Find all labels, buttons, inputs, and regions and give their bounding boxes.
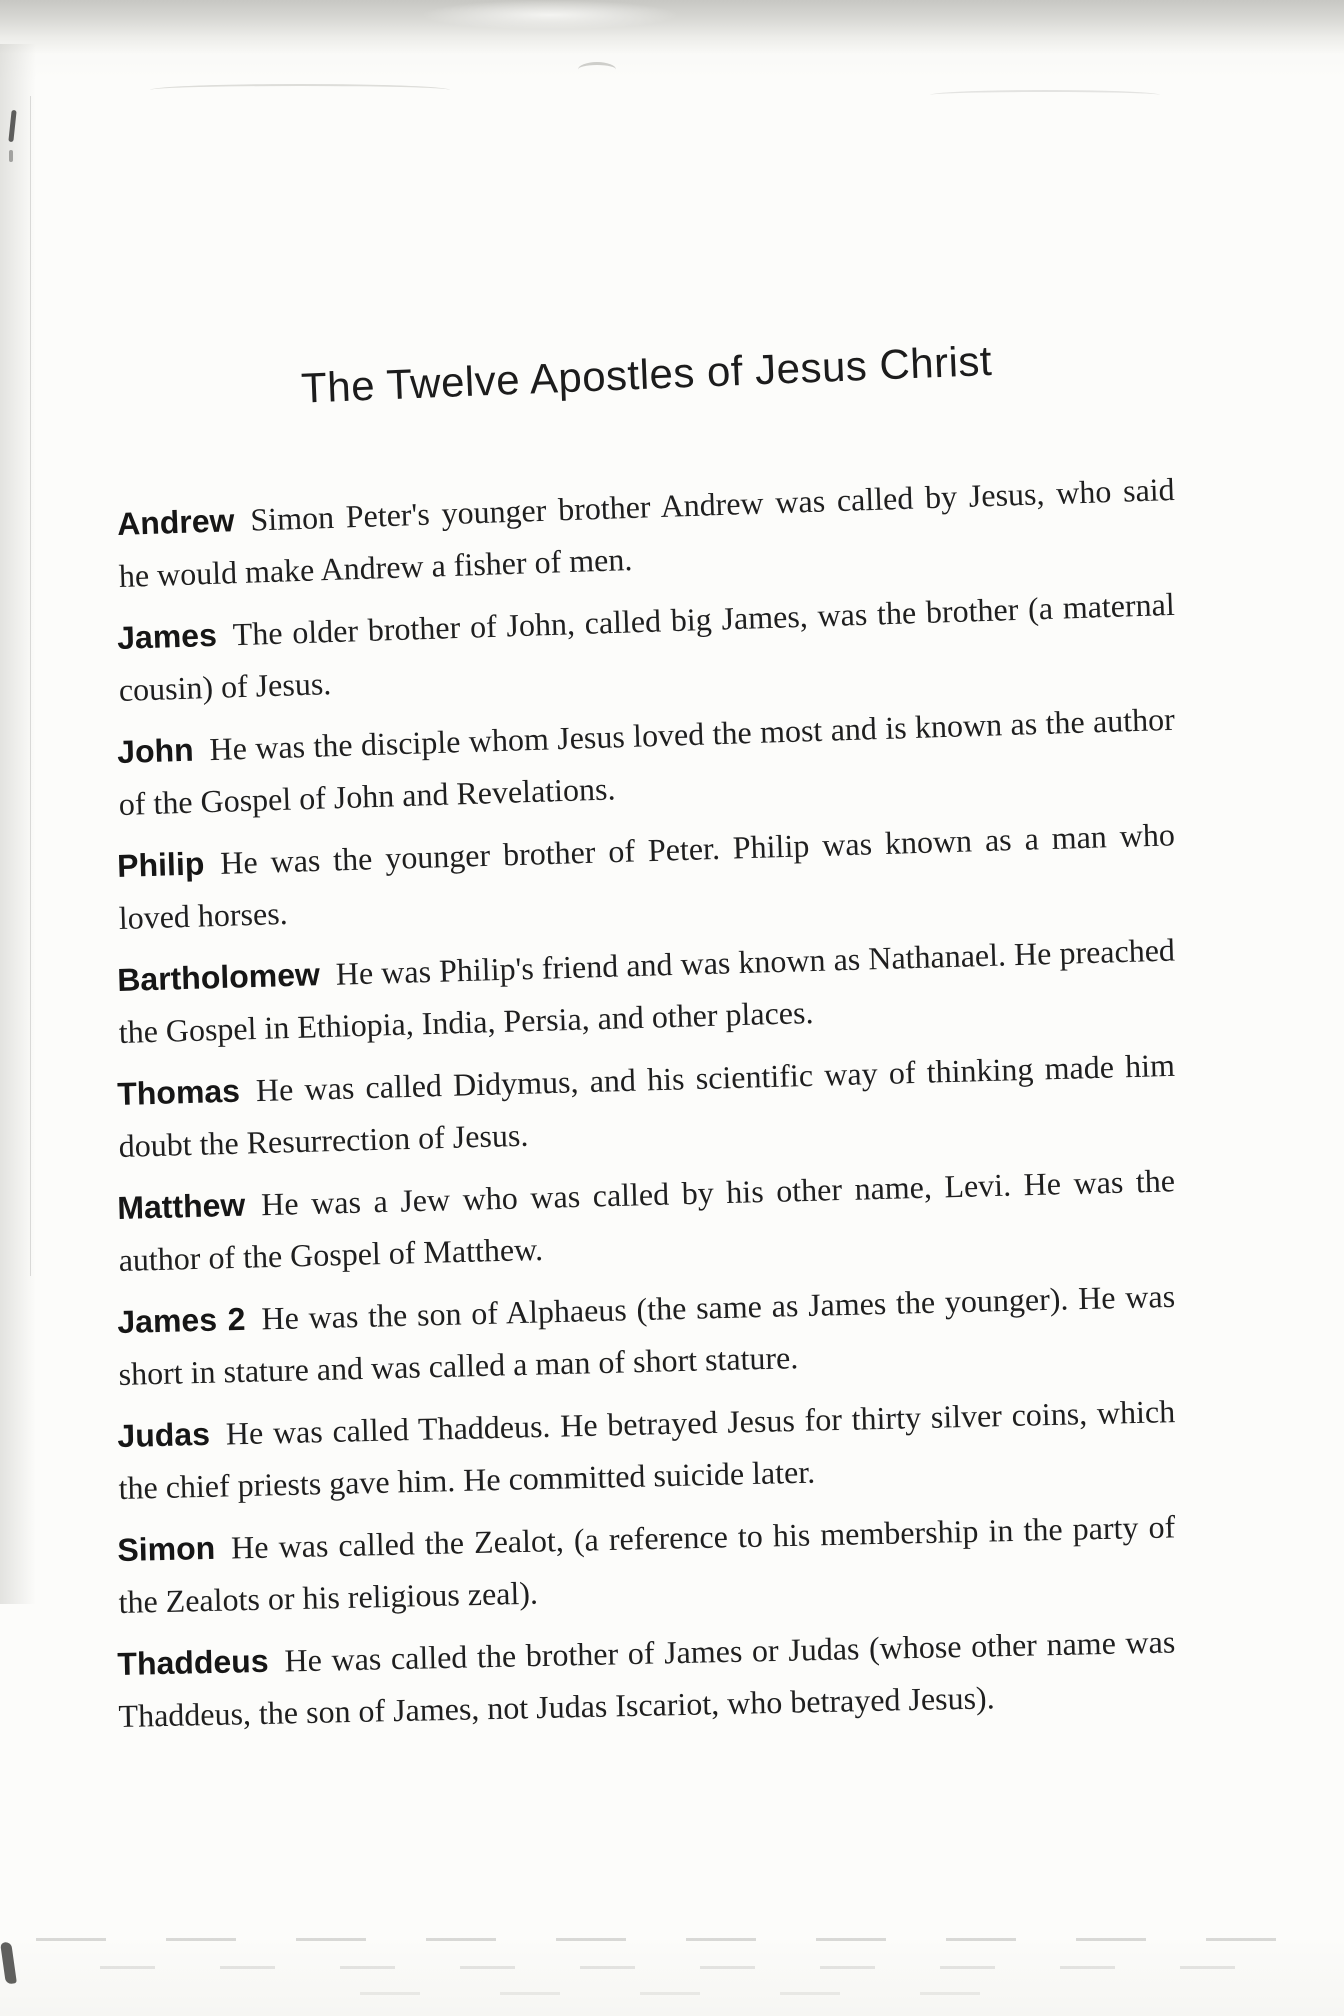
apostle-name: Andrew [116,502,236,543]
apostle-description: Simon Peter's younger brother Andrew was called by Jesus, who said he would make Andrew a fisher of men. [118,470,1176,594]
apostle-description: The older brother of John, called big James, was the brother (a maternal cousin) of Jesus. [118,585,1176,708]
apostle-entry-judas [117,1385,1177,1514]
apostle-list [116,470,1176,1752]
apostle-description: He was a Jew who was called by his other name, Levi. He was the author of the Gospel of Matthew. [118,1162,1176,1278]
page-title: The Twelve Apostles of Jesus Christ [300,336,993,412]
apostle-description: He was called Thaddeus. He betrayed Jesus for thirty silver coins, which the chief priests gave him. He committed suicide later. [118,1393,1176,1506]
apostle-name: Thomas [116,1072,241,1113]
apostle-entry-philip [116,808,1177,944]
scan-mark-top-left-small [9,150,13,162]
scan-streak [360,1992,1000,1995]
apostle-entry-james-2 [117,1270,1177,1400]
scan-mark-bottom-left [0,1941,17,1984]
apostle-entry-thomas [117,1039,1177,1172]
apostle-description: He was the younger brother of Peter. Philip was known as a man who loved horses. [118,816,1176,936]
apostle-entry-andrew [116,463,1177,602]
apostle-description: He was called Didymus, and his scientific way of thinking made him doubt the Resurrection of Jesus. [118,1046,1176,1164]
apostle-description: He was called the Zealot, (a reference to his membership in the party of the Zealots or his religious zeal). [118,1508,1176,1620]
apostle-entry-matthew [117,1154,1177,1286]
apostle-description: He was the disciple whom Jesus loved the most and is known as the author of the Gospel of John and Revelations. [118,700,1176,822]
scan-smudge [578,62,616,77]
apostle-name: John [116,731,195,771]
apostle-entry-simon [117,1500,1177,1628]
apostle-name: Judas [116,1415,211,1455]
apostle-entry-james [116,578,1177,716]
apostle-name: Philip [116,845,205,885]
apostle-entry-bartholomew [117,924,1178,1058]
apostle-description: He was the son of Alphaeus (the same as James the younger). He was short in stature and was called a man of short stature. [118,1277,1176,1392]
apostle-entry-thaddeus [117,1615,1177,1742]
scan-edge-highlight [420,0,680,30]
apostle-name: Bartholomew [116,956,321,999]
scan-streak [36,1938,1276,1941]
page-gutter-line [30,96,31,1276]
apostle-name: James 2 [116,1300,246,1341]
apostle-description: He was called the brother of James or Judas (whose other name was Thaddeus, the son of James, not Judas Iscariot, who betrayed Jesus). [118,1623,1176,1734]
scan-smudge [930,90,1160,100]
apostle-description: He was Philip's friend and was known as Nathanael. He preached the Gospel in Ethiopia, India, Persia, and other places. [118,931,1176,1050]
apostle-name: James [116,616,218,657]
apostle-name: Thaddeus [117,1642,269,1683]
apostle-name: Matthew [116,1186,246,1227]
scan-streak [100,1966,1240,1969]
apostle-entry-john [116,693,1177,830]
apostle-name: Simon [117,1529,216,1569]
scan-smudge [150,84,450,96]
